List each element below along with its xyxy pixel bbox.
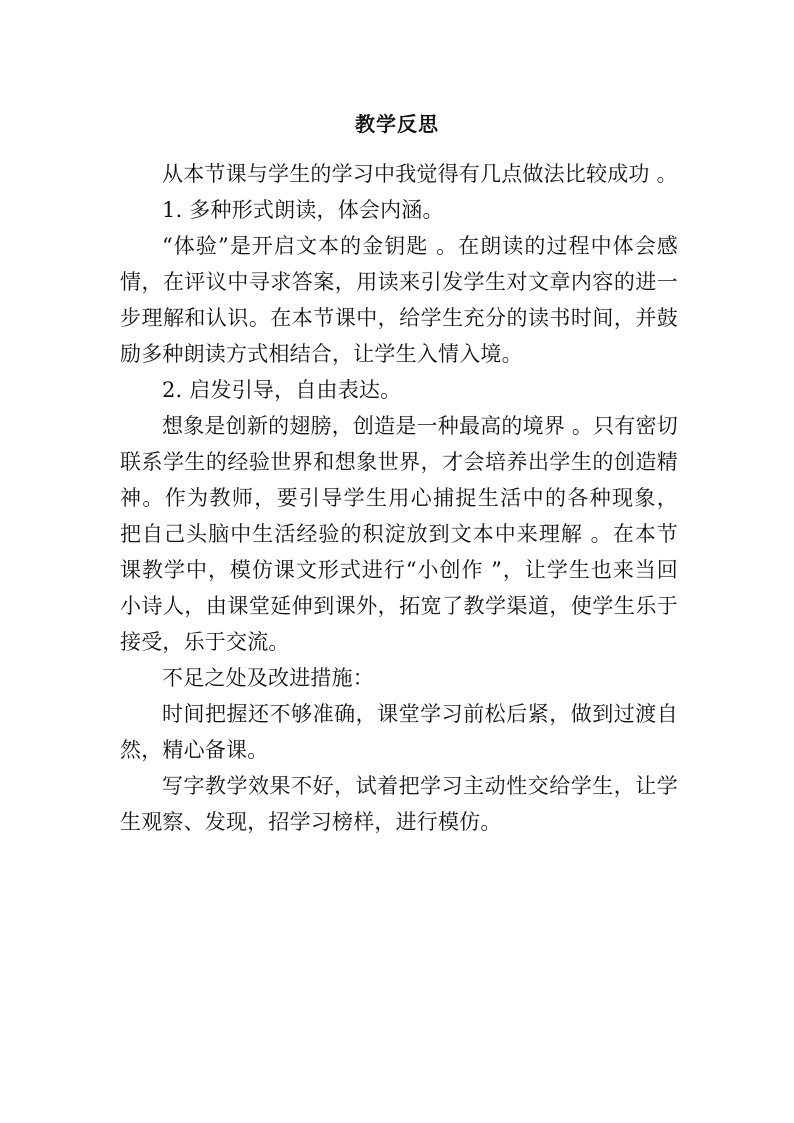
paragraph-point-2-body: 想象是创新的翅膀，创造是一种最高的境界 。只有密切联系学生的经验世界和想象世界，才会培养出学生的创造精神。作为教师，要引导学生用心捕捉生活中的各种现象， 把自己头脑中生活经验的积淀放到文本中来理解 。在本节课教学中，模仿课文形式进行“小创作 ”，让学生也来当回小诗人，由课堂延伸到课外，拓宽了教学渠道，使学生乐于接受，乐于交流。 [120,414,678,654]
paragraph-improvements-heading: 不足之处及改进措施： [162,666,374,690]
paragraph-point-1-body: “体验”是开启文本的金钥匙 。在朗读的过程中体会感情，在评议中寻求答案，用读来引发学生对文章内容的进一步理解和认识。在本节课中，给学生充分的读书时间，并鼓励多种朗读方式相结合，让学生入情入境。 [120,234,678,366]
document-body [120,156,678,840]
paragraph-point-1-heading: 1. 多种形式朗读，体会内涵。 [162,198,444,222]
document-title: 教学反思 [355,112,439,136]
paragraph-improvement-2: 写字教学效果不好，试着把学习主动性交给学生，让学生观察、发现，招学习榜样，进行模仿。 [120,774,678,834]
paragraph-improvement-1: 时间把握还不够准确，课堂学习前松后紧，做到过渡自然，精心备课。 [120,702,678,762]
paragraph-point-2-heading: 2. 启发引导，自由表达。 [162,378,402,402]
paragraph-intro: 从本节课与学生的学习中我觉得有几点做法比较成功 。 [162,162,678,186]
